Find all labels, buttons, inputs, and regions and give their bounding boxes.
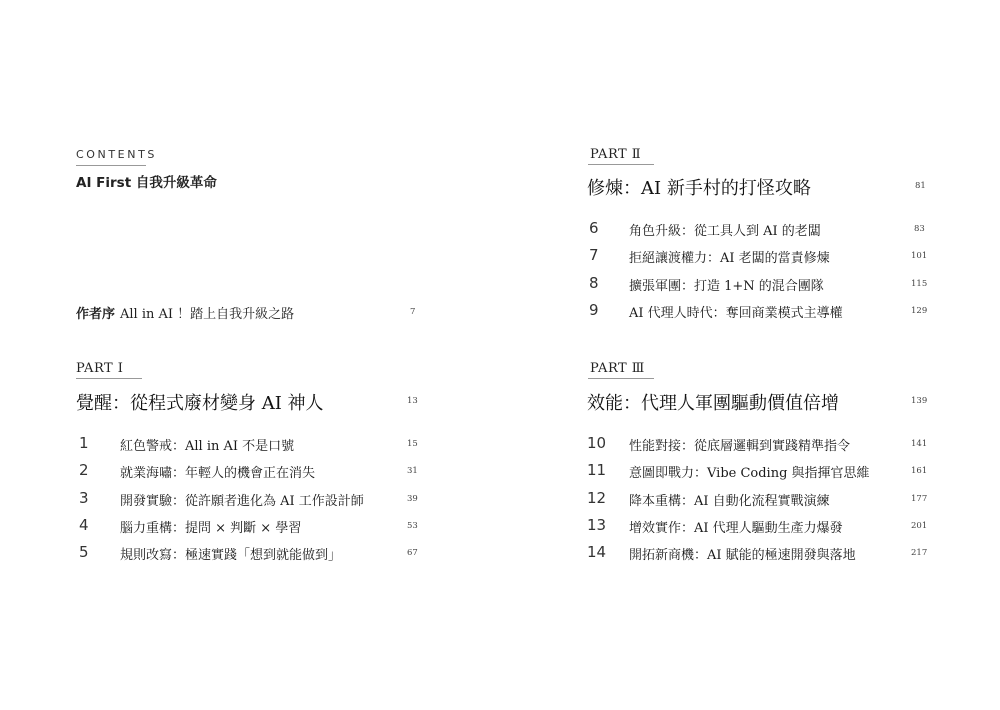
- chapter-number: 13: [587, 516, 607, 534]
- chapter-page-number: 83: [914, 224, 925, 234]
- chapter-page-number: 129: [911, 306, 928, 316]
- chapter-title[interactable]: 開發實驗：從許願者進化為 AI 工作設計師: [120, 494, 364, 509]
- chapter-title[interactable]: 規則改寫：極速實踐「想到就能做到」: [120, 548, 342, 563]
- chapter-title[interactable]: 紅色警戒：All in AI 不是口號: [120, 439, 295, 454]
- chapter-title[interactable]: 開拓新商機：AI 賦能的極速開發與落地: [629, 548, 856, 563]
- chapter-number: 6: [589, 219, 599, 237]
- chapter-page-number: 53: [407, 521, 418, 531]
- chapter-number: 10: [587, 434, 607, 452]
- chapter-number: 8: [589, 274, 599, 292]
- contents-divider: [76, 165, 146, 166]
- chapter-number: 3: [79, 489, 89, 507]
- chapter-page-number: 201: [911, 521, 928, 531]
- chapter-number: 2: [79, 461, 89, 479]
- chapter-page-number: 31: [407, 466, 418, 476]
- chapter-title[interactable]: 意圖即戰力：Vibe Coding 與指揮官思維: [629, 466, 870, 481]
- right-page: [500, 0, 1000, 710]
- chapter-title[interactable]: 角色升級：從工具人到 AI 的老闆: [629, 224, 821, 239]
- chapter-number: 9: [589, 301, 599, 319]
- part1-page-number: 13: [407, 396, 418, 406]
- chapter-title[interactable]: 就業海嘯：年輕人的機會正在消失: [120, 466, 316, 481]
- chapter-page-number: 39: [407, 494, 418, 504]
- chapter-title[interactable]: 性能對接：從底層邏輯到實踐精準指令: [629, 439, 851, 454]
- chapter-page-number: 115: [911, 279, 928, 289]
- part2-divider: [588, 164, 654, 165]
- book-title: AI First 自我升級革命: [76, 175, 217, 191]
- part1-title[interactable]: 覺醒：從程式廢材變身 AI 神人: [76, 393, 324, 414]
- chapter-title[interactable]: 增效實作：AI 代理人驅動生產力爆發: [629, 521, 843, 536]
- chapter-page-number: 177: [911, 494, 928, 504]
- chapter-title[interactable]: AI 代理人時代：奪回商業模式主導權: [629, 306, 843, 321]
- chapter-number: 1: [79, 434, 89, 452]
- chapter-title[interactable]: 腦力重構：提問 × 判斷 × 學習: [120, 521, 302, 536]
- chapter-page-number: 15: [407, 439, 418, 449]
- chapter-number: 7: [589, 246, 599, 264]
- chapter-title[interactable]: 擴張軍團：打造 1+N 的混合團隊: [629, 279, 824, 294]
- chapter-page-number: 101: [911, 251, 928, 261]
- chapter-page-number: 141: [911, 439, 928, 449]
- preface-page-number: 7: [410, 307, 416, 317]
- chapter-number: 4: [79, 516, 89, 534]
- part2-title[interactable]: 修煉：AI 新手村的打怪攻略: [587, 178, 811, 199]
- part2-page-number: 81: [915, 181, 926, 191]
- part3-title[interactable]: 效能：代理人軍團驅動價值倍增: [587, 393, 839, 414]
- part3-label: PART Ⅲ: [590, 361, 645, 376]
- chapter-number: 5: [79, 543, 89, 561]
- preface-title[interactable]: All in AI ！踏上自我升級之路: [120, 307, 295, 322]
- chapter-number: 12: [587, 489, 607, 507]
- chapter-page-number: 161: [911, 466, 928, 476]
- chapter-number: 14: [587, 543, 607, 561]
- chapter-title[interactable]: 拒絕讓渡權力：AI 老闆的當責修煉: [629, 251, 830, 266]
- chapter-number: 11: [587, 461, 607, 479]
- chapter-page-number: 67: [407, 548, 418, 558]
- part3-divider: [588, 378, 654, 379]
- chapter-title[interactable]: 降本重構：AI 自動化流程實戰演練: [629, 494, 830, 509]
- part1-divider: [76, 378, 142, 379]
- chapter-page-number: 217: [911, 548, 928, 558]
- part2-label: PART Ⅱ: [590, 147, 642, 162]
- preface-label: 作者序: [76, 307, 116, 322]
- part1-label: PART Ⅰ: [76, 361, 124, 376]
- part3-page-number: 139: [911, 396, 928, 406]
- contents-label: CONTENTS: [76, 148, 157, 161]
